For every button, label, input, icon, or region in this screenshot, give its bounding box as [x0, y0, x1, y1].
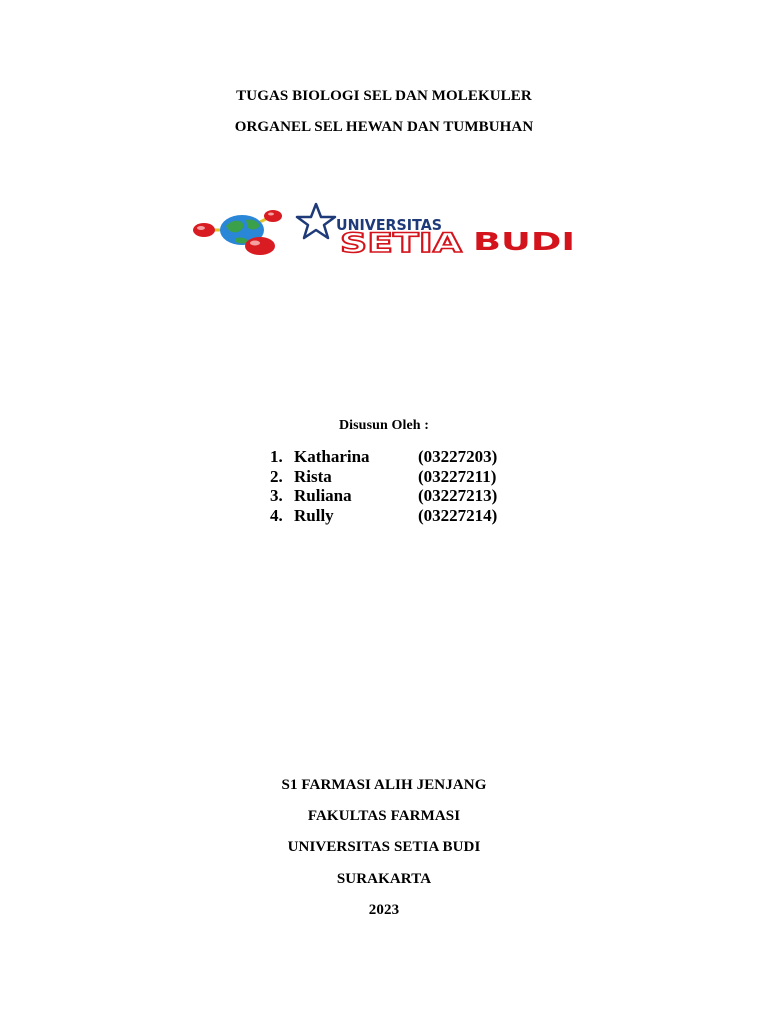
member-number: 2. [270, 466, 283, 486]
member-name: Rista [294, 466, 332, 486]
study-program: S1 FARMASI ALIH JENJANG [281, 777, 487, 793]
member-name: Katharina [294, 447, 370, 466]
member-nim: (03227211) [418, 466, 497, 486]
member-name: Rully [294, 505, 334, 525]
logo-word-universitas: UNIVERSITAS [336, 216, 442, 234]
compiled-by-label: Disusun Oleh : [338, 418, 430, 433]
city-name: SURAKARTA [336, 871, 432, 887]
member-name: Ruliana [294, 486, 352, 506]
logo-word-budi: BUDI [473, 227, 575, 256]
university-name: UNIVERSITAS SETIA BUDI [287, 839, 481, 855]
member-number: 1. [270, 447, 283, 466]
assignment-title: TUGAS BIOLOGI SEL DAN MOLEKULER [236, 88, 532, 104]
faculty-name: FAKULTAS FARMASI [307, 808, 461, 824]
university-logo-graphic [190, 198, 582, 260]
assignment-subtitle: ORGANEL SEL HEWAN DAN TUMBUHAN [234, 119, 534, 135]
member-nim: (03227214) [418, 505, 498, 525]
member-nim: (03227203) [418, 447, 498, 466]
member-number: 3. [270, 486, 283, 506]
logo-word-setia: SETIA [340, 228, 463, 259]
year: 2023 [368, 902, 400, 918]
university-logo [190, 198, 582, 260]
member-number: 4. [270, 505, 283, 525]
member-nim: (03227213) [418, 486, 498, 506]
star-icon [297, 204, 335, 238]
